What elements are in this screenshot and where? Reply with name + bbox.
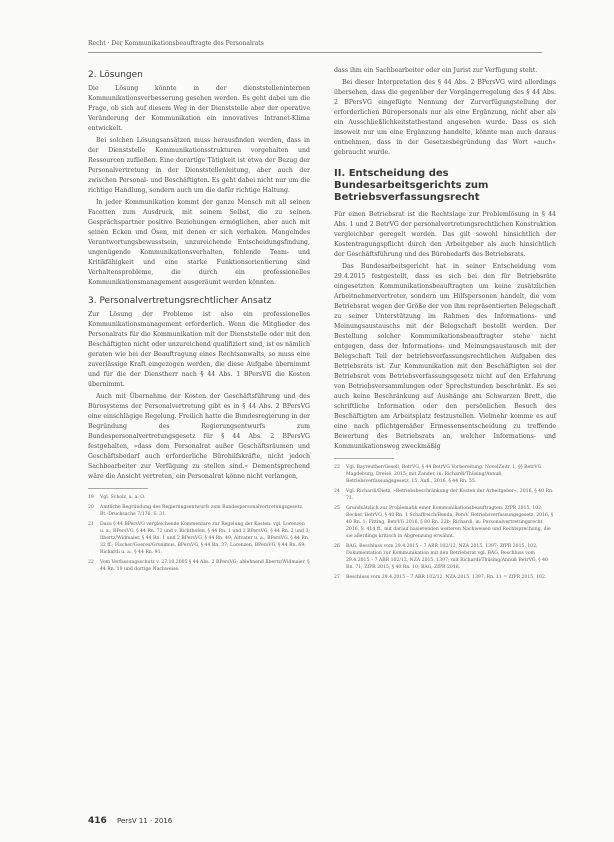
paragraph: Bei solchen Lösungsansätzen muss herausfinden werden, dass in der Dienststelle Kommunikationsstrukturen vorgehalten und Ressourcen zufließen. Eine derartige Tätigkeit ist etwa der Bezug der Personalvertretung in der Dienststellenleitung, aber auch der zwischen Personal- und Beschäftigten. Es geht dabei nicht nur um die richtige Handlung, sondern auch um die dafür richtige Haltung. <box>88 137 310 194</box>
footnote: 25 Grundsätzlich zur Problematik einer Kommunikationsbeauftragten: ZfPR 2015, 102; Becker, BetrVG, § 40 Rn. 1 Schaffreich/Benda, PersV, Betriebsverfassungsgesetz, 2016, § 40 Rn. 1; Fitting, BetrVG 2016, § 80 Rn. 22b; Richardi, in: Personalvertretungsrecht 2016, S. 414 ff., mit darauf basierenden weiteren Nachweisen und Rechtsprechung, die sie allerdings kritisch in Abgrenzung erwähnt. <box>334 506 554 539</box>
section-heading-bag: II. Entscheidung des Bundesarbeitsgerichts zum Betriebsverfassungsrecht <box>334 168 489 203</box>
left-column <box>88 62 310 576</box>
section-heading-loesungen: 2. Lösungen <box>88 70 143 80</box>
right-column <box>334 66 556 584</box>
footnote-rule <box>88 488 148 489</box>
footnote: 22 Vom Verfassungsschutz v. 27.10.2005 § 44 Abs. 2 BPersVG; ablehnend Ilbertz/Widmaier, § 44 Rn. 19 und dortige Nachweise. <box>88 560 310 572</box>
paragraph: dass ihm ein Sachbearbeiter oder ein Jurist zur Verfügung steht. <box>334 67 538 74</box>
footnote: 20 Amtliche Begründung des Regierungsentwurfs zum Bundespersonalvertretungsgesetz, Bt.-Drucksache 7/176, S. 31. <box>88 505 304 517</box>
paragraph: Auch mit Übernahme der Kosten der Geschäftsführung und des Bürosystems der Personalvertretung gibt es in § 44 Abs. 2 BPersVG eine einschlägige Regelung. Freilich hatte die Bundesregierung in der Begründung des Regierungsentwurfs zum Bundespersonalvertretungsgesetz für § 44 Abs. 2 BPersVG festgehalten, »dass dem Personalrat außer Geschäftsräumen und Geschäftsbedarf auch erforderliche Bürohilfskräfte, nicht jedoch Sachbearbeiter zur Verfügung zu stellen sind.« Dementsprechend wäre die Ansicht vertreten, ein Personalrat könne nicht verlangen, <box>88 393 310 480</box>
footnote: 23 Vgl. Bayreuther/Gesell, BetrVG, § 44 BetrVG Vorbereitung, NovelZeitr. 1, §§ BetrVG Magdeburg, Dreisé, 2015; mit Zander, in: Richardi/Thüsing/Annuß, Betriebsverfassungsgesetz, 15. Aufl., 2016, § 44 Rn. 55. <box>334 465 542 484</box>
paragraph: Bei dieser Interpretation des § 44 Abs. 2 BPersVG wird allerdings übersehen, dass die gegenüber der Vorgängerregelung des § 44 Abs. 2 BPersVG eingefügte Nennung der Zurverfügungstellung der erforderlichen Büropersonals nur als eine Ergänzung, nicht aber als ein Ausschließlichkeitstatbestand angesehen wurde. Dass es sich insoweit nur um eine Ergänzung handelte, könnte man auch daraus entnehmen, dass in der Gesetzesbegründung das Wort »auch« gebraucht wurde. <box>334 79 556 156</box>
footnote: 19 Vgl. Scholz, a. a. O. <box>88 495 146 500</box>
footnote: 21 Dazu § 44 BPersVG vergleichende Kommentare zur Regelung der Kosten: vgl. Lorenzen u. a., BPersVG, § 44 Rn. 72 und v. Richthofen, § 44 Rn. 1 und 2 BPersVG, § 44 Rn. 2 und 3; Ilbertz/Widmaier, § 44 Rn. 1 und 2 BPersVG, § 44 Rn. 49; Altvater u. a., BPersVG, § 44 Rn. 32 ff.; Fischer/Goeres/Gronimus, BPersVG, § 44 Rn. 37; Lorenzen, BPersVG, § 44 Rn. 69; Richardi u. a., § 44 Rn. 91. <box>88 522 310 555</box>
page-footer <box>88 816 172 826</box>
footnote: 24 Vgl. Richardi/Dietz, »Betriebsbeschränkung der Kosten der Arbeitgeber«, 2016, § 40 Rn. 71. <box>334 489 554 501</box>
paragraph: In jeder Kommunikation kommt der ganze Mensch mit all seinen Facetten zum Ausdruck, mit seinem Selbst, die zu seinen Gesprächspartner positive Beziehungen ermöglichen, aber auch mit seinen Ecken und Ösen, mit denen er sich verhaken. Mangelndes Verantwortungsbewusstsein, unzureichende Entscheidungsfindung, ungenügende Kommunikationsverhalten, fehlende Team- und Kritikfähigkeit und eine starke Funktionsorientierung sind Verhaltensprobleme, die durch ein professionelles Kommunikationsmanagement ausgeräumt werden könnten. <box>88 199 310 286</box>
paragraph: Zur Lösung der Probleme ist also ein professionelles Kommunikationsmanagement erforderlich. Wenn die Mitglieder des Personalrats für die Kommunikation mit der Dienststelle oder mit den Beschäftigten nicht oder unzureichend qualifiziert sind, ist es nämlich geraten wie bei der Beauftragung eines Rechtsanwalts, so muss eine zuverlässige Kraft eingezogen werden, die diese Aufgabe übernimmt und für die der Dienstherr nach § 44 Abs. 1 BPersVG die Kosten übernimmt. <box>88 311 310 388</box>
section-heading-personalvertretung: 3. Personalvertretungsrechtlicher Ansatz <box>88 296 272 306</box>
paragraph: Das Bundesarbeitsgericht hat in seiner Entscheidung vom 29.4.2015 festgestellt, dass es sich bei den für Betriebsräte eingesetzten Kommunikationsbeauftragten um keine zusätzlichen Arbeitnehmervertreter, sondern um Hilfspersonen handelt, die vom Betriebsrat wegen der Größe der von ihm repräsentierten Belegschaft zu seiner Unterstützung im Rahmen des Informations- und Meinungsaustauschs mit der Belegschaft bestellt werden. Der Bestellung solcher Kommunikationsbeauftragter stehe nicht entgegen, dass der Informations- und Meinungsaustausch mit der Belegschaft Teil der betriebsverfassungsrechtlichen Aufgaben des Betriebsrats ist. Zur Kommunikation mit den Beschäftigten sei der Betriebsrat vom Betriebsverfassungsgesetz nicht auf den Erfahrung von Betriebsversammlungen oder Sprechstunden beschränkt. Es sei auch keine Beschränkung auf Aushänge am Schwarzen Brett, die schriftliche Information oder den persönlichen Besuch des Beschäftigten am Arbeitsplatz festzustellen. Vielmehr komme es auf eine nach pflichtgemäßer Ermessensentscheidung zu treffende Bewertung des Betriebsrats an, welcher Informations- und Kommunikationsweg zweckmäßig <box>334 263 556 450</box>
footnote-rule <box>334 458 394 459</box>
paragraph: Für einen Betriebsrat ist die Rechtslage zur Problemlösung in § 44 Abs. 1 und 2 BetrVG der personalvertretungsrechtlichen Konstruktion vergleichbar geregelt worden. Das gilt sowohl hinsichtlich der Kostentragungspflicht durch den Arbeitgeber als auch hinsichtlich der Geschäftsführung und des Bürobedarfs des Betriebsrats. <box>334 211 556 258</box>
footnote: 26 BAG, Beschluss vom 29.4.2015 – 7 ABR 102/12, NZA 2015, 1397; ZfPR 2015, 102; Dokumentation zur Kommunikation mit den Betriebsrat vgl. BAG, Beschluss vom 29.4.2015 – 7 ABR 102/12, NZA 2015, 1397; mit Richardi/Thüsing/Annuß BetrVG, § 40 Rn. 71; ZfPR 2015, § 40 Rn. 10; BAG, ZfPR 2016. <box>334 544 548 570</box>
running-head: Recht · Der Kommunikationsbeauftragte des Personalrats <box>88 40 264 47</box>
journal-issue: PersV 11 · 2016 <box>117 817 173 825</box>
page-number: 416 <box>88 816 107 826</box>
paragraph: Die Lösung könnte in der dienststelleninternen Kommunikationsverbesserung gesehen werden. Es geht dabei um die Frage, ob sich auf diesem Weg in der Dienststelle aber der operative Veränderung der Kommunikation ein innovatives Intranet-Klima entwickelt. <box>88 85 310 132</box>
footnote: 27 Beschluss vom 29.4.2015 – 7 ABR 102/12, NZA 2015, 1397, Rn. 11 = ZfPR 2015, 102. <box>334 575 547 580</box>
header-rule <box>88 52 542 53</box>
